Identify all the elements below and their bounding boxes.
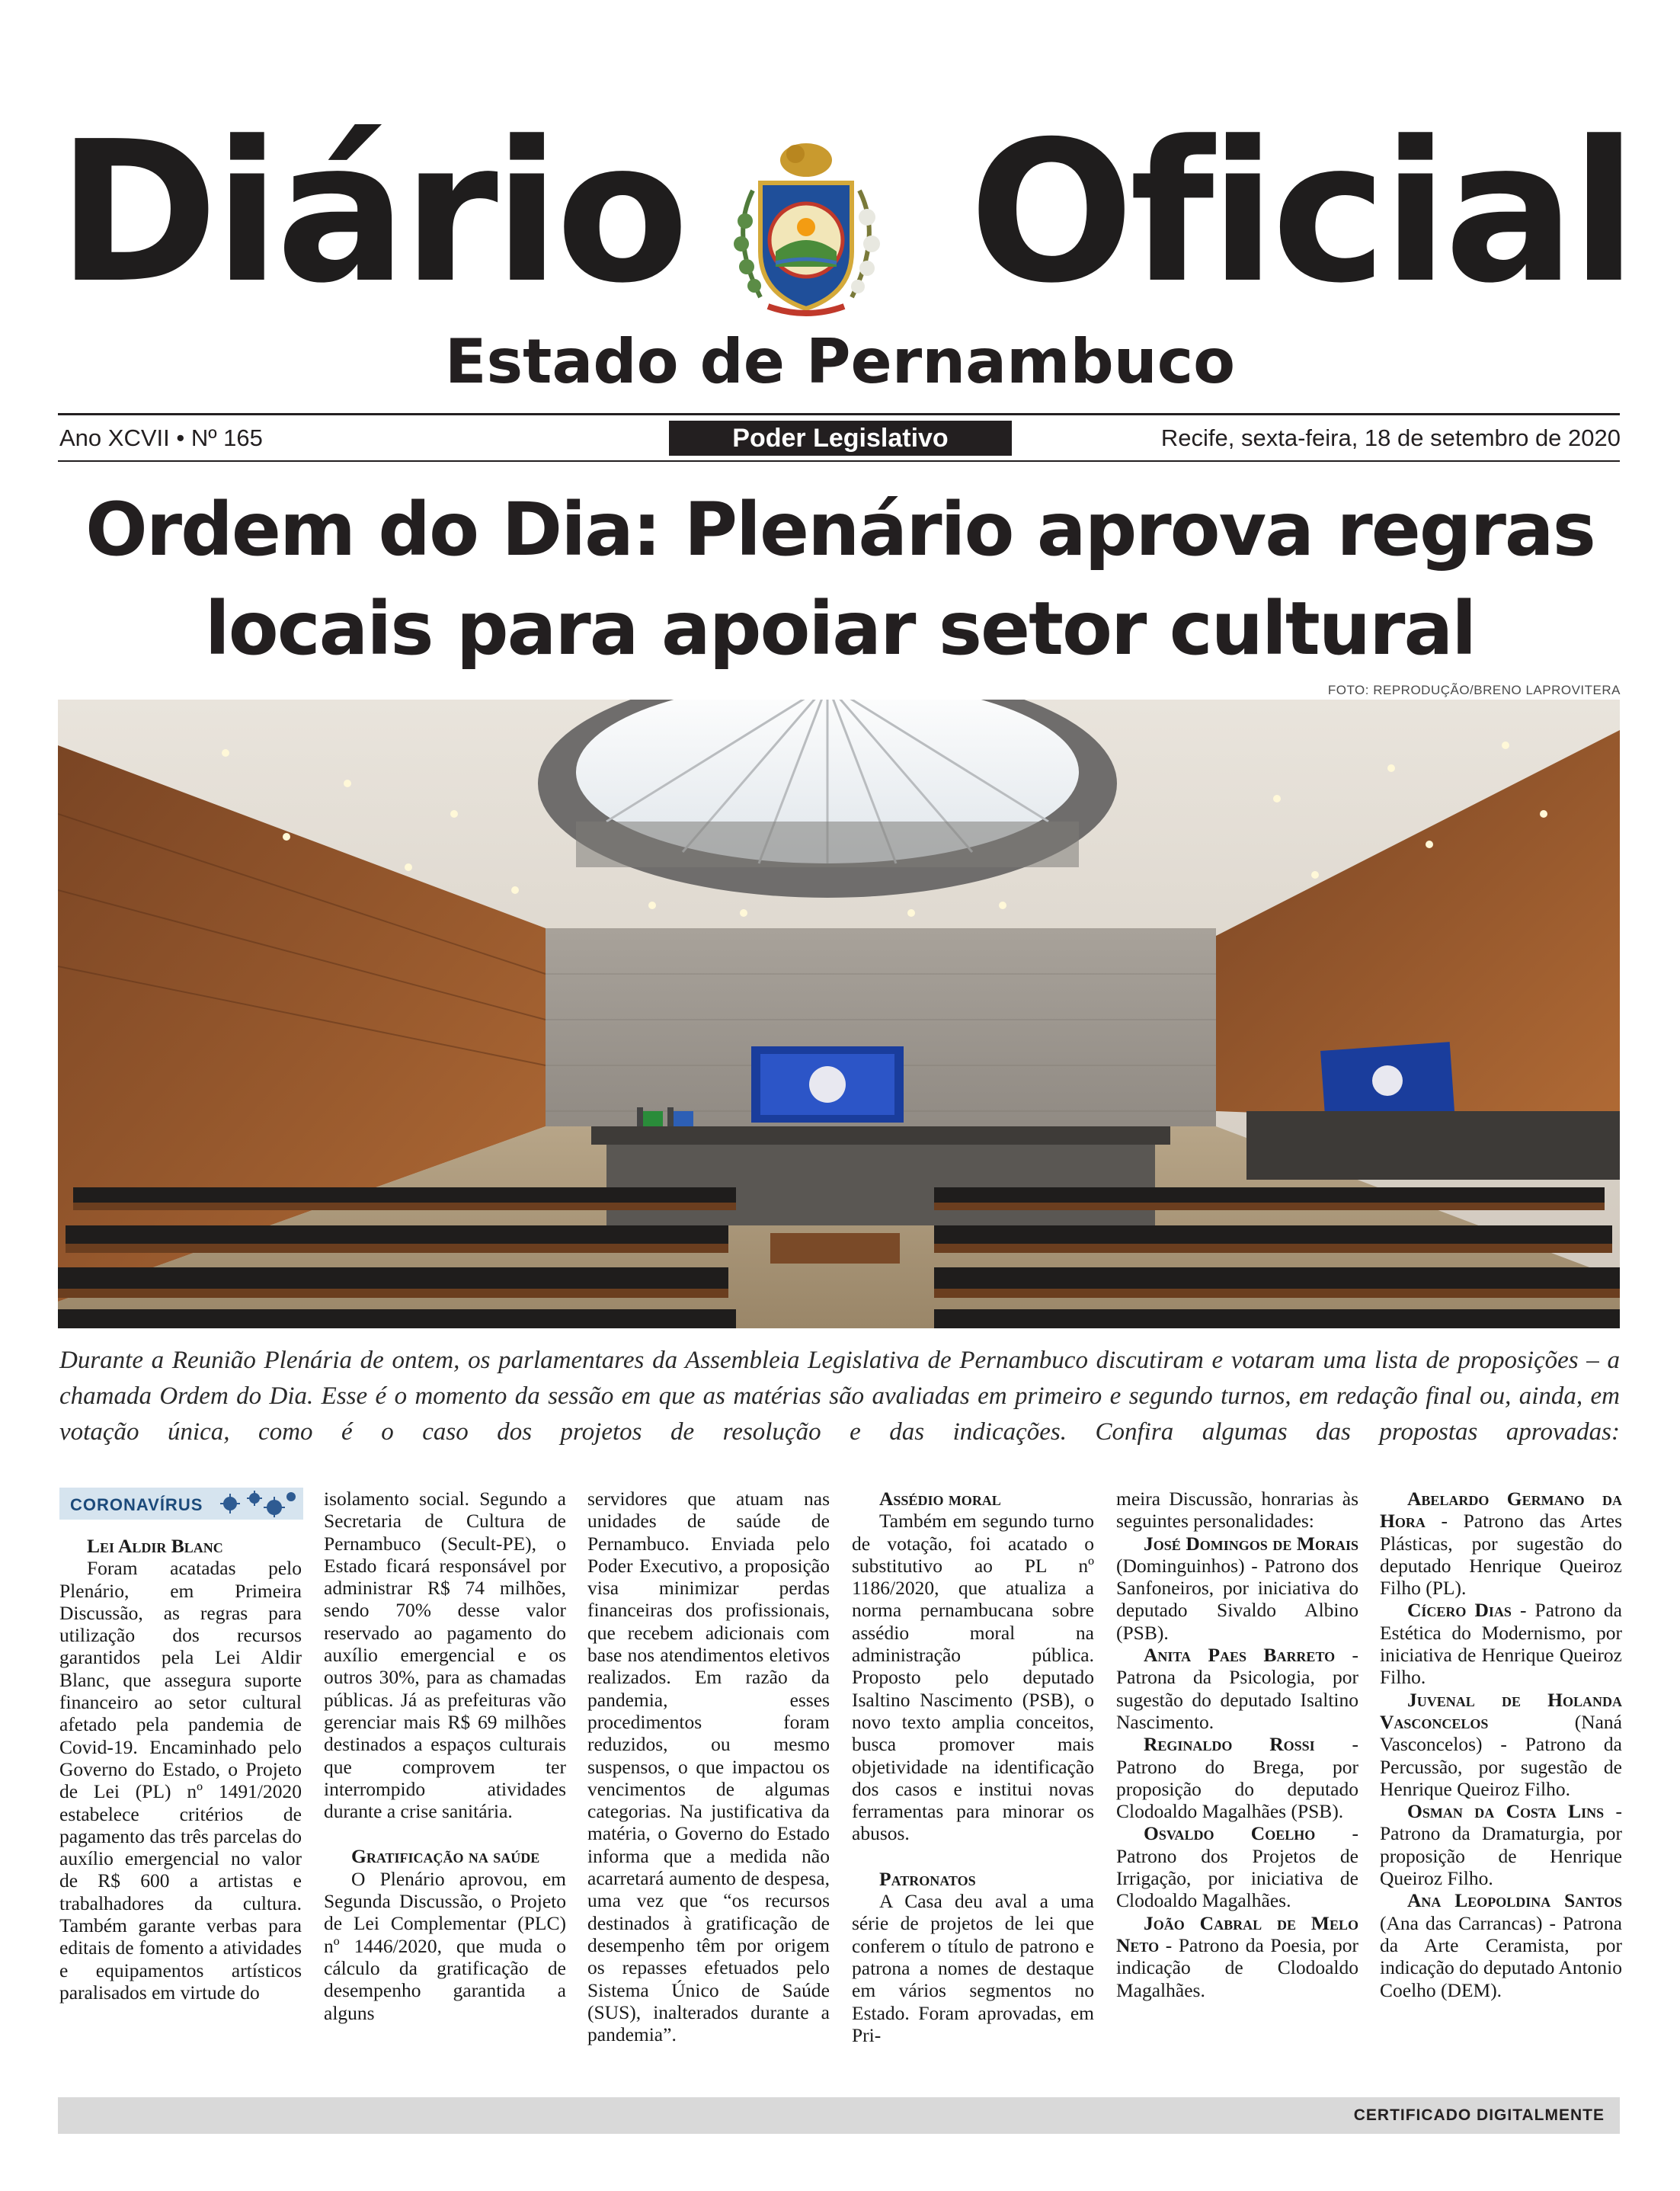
headline-line-1: Ordem do Dia: Plenário aprova regras xyxy=(85,487,1595,572)
edition-number: Ano XCVII • Nº 165 xyxy=(59,424,263,451)
paragraph: servidores que atuam nas unidades de saúde de Pernambuco. Enviada pelo Poder Executivo, a proposição visa minimizar perdas financeiras dos profissionais, que recebem adicionais com base nos atendimentos eletivos realizados. Em razão da pandemia, esses procedimentos foram reduzidos, ou mesmo suspensos, o que impactou os vencimentos de algumas categorias. Na justificativa da matéria, o Governo do Estado informa que a medida não acarretará aumento de despesa, uma vez que “os recursos destinados à gratificação de desempenho têm por origem os repasses efetuados pelo Sistema Único de Saúde (SUS), inalterados durante a pandemia”. xyxy=(587,1488,830,2046)
footer-bar xyxy=(58,2097,1620,2134)
paragraph: Foram acatadas pelo Plenário, em Primeira Discussão, as regras para utilização dos recursos garantidos pela Lei Aldir Blanc, que assegura suporte financeiro ao setor cultural afetado pela pandemia de Covid-19. Encaminhado pelo Governo do Estado, o Projeto de Lei (PL) nº 1491/2020 estabelece critérios de pagamento das três parcelas do auxílio emergencial no valor de R$ 600 a artistas e trabalhadores da cultura. Também garante verbas para editais de fomento a atividades e equipamentos artísticos paralisados em virtude do xyxy=(59,1557,302,2004)
digital-certification-label: CERTIFICADO DIGITALMENTE xyxy=(1353,2106,1605,2124)
paragraph: O Plenário aprovou, em Segunda Discussão, o Projeto de Lei Complementar (PLC) nº 1446/2020, que muda o cálculo da gratificação de desempenho garantida a alguns xyxy=(324,1867,566,2024)
article-body xyxy=(59,1488,1621,2191)
paragraph: Também em segundo turno de votação, foi acatado o substitutivo ao PL nº 1186/2020, que atualiza a norma pernambucana sobre assédio moral na administração pública. Proposto pelo deputado Isaltino Nascimento (PSB), o novo texto amplia conceitos, busca promover mais objetividade na identificação dos casos e institui novas ferramentas para minorar os abusos. xyxy=(852,1510,1094,1845)
virus-icon xyxy=(215,1489,299,1518)
photo-credit: FOTO: REPRODUÇÃO/BRENO LAPROVITERA xyxy=(1327,683,1621,697)
subheading-patronatos: Patronatos xyxy=(879,1867,976,1890)
honoree-item: Reginaldo Rossi - Patrono do Brega, por proposição do deputado Clodoaldo Magalhães (PSB). xyxy=(1116,1733,1358,1823)
paragraph: meira Discussão, honrarias às seguintes personalidades: xyxy=(1116,1488,1358,1533)
article-column-4 xyxy=(852,1488,1094,2046)
honoree-item: José Domingos de Morais (Dominguinhos) - Patrono dos Sanfoneiros, por iniciativa do deputado Sivaldo Albino (PSB). xyxy=(1116,1532,1358,1644)
article-column-5 xyxy=(1116,1488,1358,2001)
headline xyxy=(30,480,1650,678)
plenary-photo xyxy=(58,700,1620,1328)
subheading-lei-aldir-blanc: Lei Aldir Blanc xyxy=(87,1535,223,1557)
article-column-3 xyxy=(587,1488,830,2045)
dateline: Recife, sexta-feira, 18 de setembro de 2020 xyxy=(1160,424,1621,451)
masthead-title-right: Oficial xyxy=(968,100,1633,326)
honoree-item: Osvaldo Coelho - Patrono dos Projetos de Irrigação, por iniciativa de Clodoaldo Magalhães. xyxy=(1116,1822,1358,1912)
masthead xyxy=(0,100,1680,328)
paragraph: isolamento social. Segundo a Secretaria de Cultura de Pernambuco (Secult-PE), o Estado ficará responsável por administrar R$ 74 milhões, sendo 70% desse valor reservado ao pagamento do auxílio emergencial e os outros 30%, para as chamadas públicas. Já as prefeituras vão gerenciar mais R$ 69 milhões destinados a espaços culturais que comprovem ter interrompido atividades durante a crise sanitária. xyxy=(324,1488,566,1823)
masthead-title-left: Diário xyxy=(57,100,685,326)
article-column-6 xyxy=(1380,1488,1622,2001)
section-badge: Poder Legislativo xyxy=(669,421,1012,456)
honoree-item: Cícero Dias - Patrono da Estética do Modernismo, por iniciativa de Henrique Queiroz Filho. xyxy=(1380,1599,1622,1689)
honoree-item: Juvenal de Holanda Vasconcelos (Naná Vasconcelos) - Patrono da Percussão, por sugestão de Henrique Queiroz Filho. xyxy=(1380,1688,1622,1800)
masthead-subtitle: Estado de Pernambuco xyxy=(444,326,1236,397)
paragraph: A Casa deu aval a uma série de projetos de lei que conferem o título de patrono e patrona a nomes de destaque em vários segmentos no Estado. Foram aprovadas, em Pri- xyxy=(852,1890,1094,2046)
divider xyxy=(58,413,1620,415)
article-column-2 xyxy=(324,1488,566,2024)
honoree-item: Osman da Costa Lins - Patrono da Dramaturgia, por proposição de Henrique Queiroz Filho. xyxy=(1380,1800,1623,1890)
headline-line-2: locais para apoiar setor cultural xyxy=(204,586,1476,671)
honoree-item: João Cabral de Melo Neto - Patrono da Poesia, por indicação de Clodoaldo Magalhães. xyxy=(1116,1911,1358,2001)
coronavirus-badge xyxy=(59,1488,303,1520)
divider xyxy=(58,460,1620,462)
article-column-1 xyxy=(59,1488,302,2004)
honoree-item: Abelardo Germano da Hora - Patrono das Artes Plásticas, por sugestão do deputado Henrique Queiroz Filho (PL). xyxy=(1380,1488,1622,1600)
coronavirus-badge-label: CORONAVÍRUS xyxy=(70,1495,203,1514)
coat-of-arms-icon xyxy=(722,137,890,320)
honoree-item: Ana Leopoldina Santos (Ana das Carrancas) - Patrona da Arte Ceramista, por indicação do deputado Antonio Coelho (DEM). xyxy=(1380,1889,1622,2001)
photo-caption: Durante a Reunião Plenária de ontem, os parlamentares da Assembleia Legislativa de Pernambuco discutiram e votaram uma lista de proposições – a chamada Ordem do Dia. Esse é o momento da sessão em que as matérias são avaliadas em primeiro e segundo turnos, em redação final ou, ainda, em votação única, como é o caso dos projetos de resolução e das indicações. Confira algumas das propostas aprovadas: xyxy=(59,1347,1620,1446)
subheading-gratificacao: Gratificação na saúde xyxy=(351,1845,540,1868)
subheading-assedio-moral: Assédio moral xyxy=(879,1488,1001,1510)
honoree-item: Anita Paes Barreto - Patrona da Psicologia, por sugestão do deputado Isaltino Nascimento. xyxy=(1116,1644,1358,1733)
